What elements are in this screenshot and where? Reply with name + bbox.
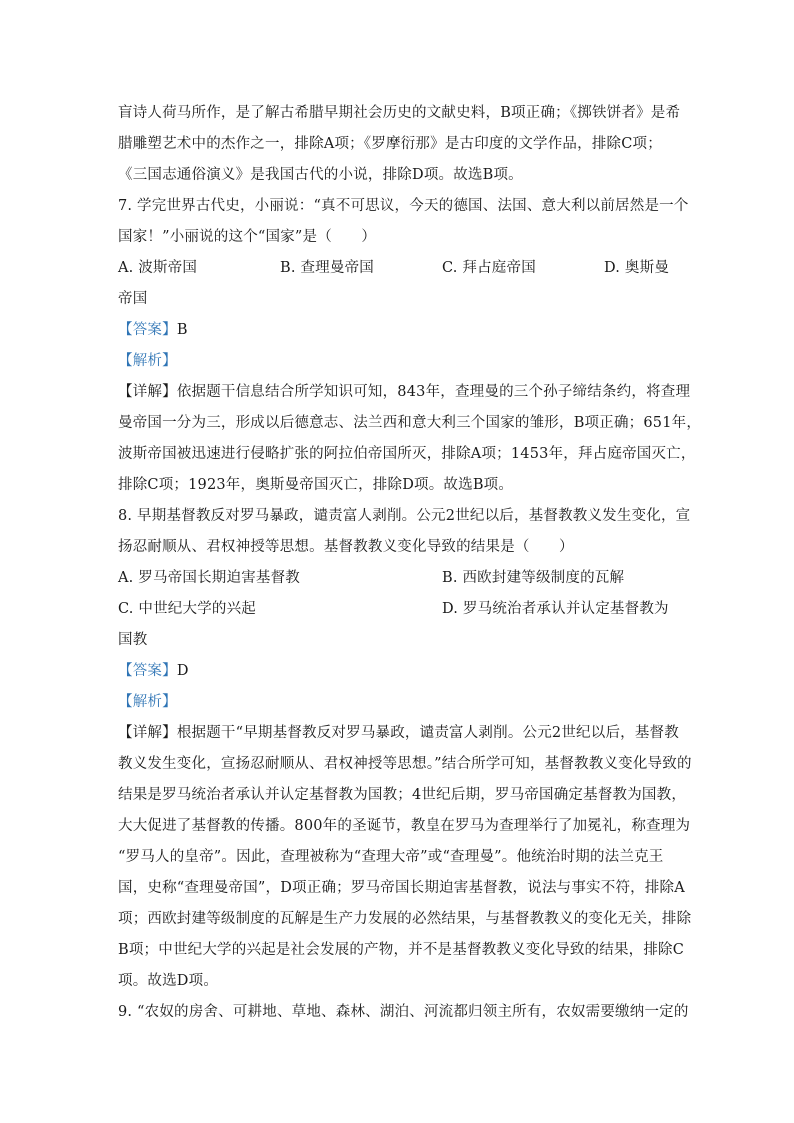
detail-label: 【详解】 (118, 725, 177, 741)
option-c: C. 中世纪大学的兴起 (118, 601, 256, 617)
detail-text: 依据题干信息结合所学知识可知，843年，查理曼的三个孙子缔结条约，将查理 (176, 384, 691, 400)
question-8-detail (118, 718, 678, 749)
option-a: A. 波斯帝国 (118, 260, 198, 276)
option-d: D. 奥斯曼 (604, 260, 670, 276)
detail-text: 根据题干“早期基督教反对罗马暴政，谴责富人剥削。公元2世纪以后，基督教 (176, 725, 679, 741)
document-content (118, 98, 702, 1028)
detail-text: 波斯帝国被迅速进行侵略扩张的阿拉伯帝国所灭，排除A项；1453年，拜占庭帝国灭亡， (118, 446, 696, 462)
answer-value: D (176, 663, 189, 679)
question-7-analysis (118, 346, 678, 377)
text-line: 盲诗人荷马所作，是了解古希腊早期社会历史的文献史料，B项正确；《掷铁饼者》是希 (118, 105, 681, 121)
option-b: B. 查理曼帝国 (280, 260, 374, 276)
question-7-stem: 7. 学完世界古代史，小丽说：“真不可思议，今天的德国、法国、意大利以前居然是一个 (118, 198, 689, 214)
detail-text: 大大促进了基督教的传播。800年的圣诞节，教皇在罗马为查理举行了加冕礼，称查理为 (118, 818, 691, 834)
question-8-answer (118, 656, 678, 687)
question-8-options-row-2 (118, 594, 678, 625)
option-b: B. 西欧封建等级制度的瓦解 (442, 570, 625, 586)
option-c: C. 拜占庭帝国 (442, 260, 536, 276)
question-9-stem: 9. “农奴的房舍、可耕地、草地、森林、湖泊、河流都归领主所有，农奴需要缴纳一定的 (118, 1004, 689, 1020)
text-line: 《三国志通俗演义》是我国古代的小说，排除D项。故选B项。 (118, 167, 523, 183)
option-d-wrap: 帝国 (118, 291, 148, 307)
analysis-label: 【解析】 (118, 694, 177, 710)
question-8-analysis (118, 687, 678, 718)
option-a: A. 罗马帝国长期迫害基督教 (118, 570, 300, 586)
detail-text: 国，史称“查理曼帝国”，D项正确；罗马帝国长期迫害基督教，说法与事实不符，排除A (118, 880, 685, 896)
detail-label: 【详解】 (118, 384, 177, 400)
option-d: D. 罗马统治者承认并认定基督教为 (442, 601, 669, 617)
answer-label: 【答案】 (118, 322, 177, 338)
detail-text: 排除C项；1923年，奥斯曼帝国灭亡，排除D项。故选B项。 (118, 477, 514, 493)
answer-label: 【答案】 (118, 663, 177, 679)
detail-text: 项。故选D项。 (118, 973, 219, 989)
detail-text: B项；中世纪大学的兴起是社会发展的产物，并不是基督教教义变化导致的结果，排除C (118, 942, 685, 958)
question-8-stem: 扬忍耐顺从、君权神授等思想。基督教教义变化导致的结果是（ ） (118, 539, 574, 555)
question-7-answer (118, 315, 678, 346)
option-d-wrap: 国教 (118, 632, 148, 648)
detail-text: 结果是罗马统治者承认并认定基督教为国教；4世纪后期，罗马帝国确定基督教为国教， (118, 787, 687, 803)
analysis-label: 【解析】 (118, 353, 177, 369)
question-7-stem: 国家！”小丽说的这个“国家”是（ ） (118, 229, 377, 245)
question-7-detail (118, 377, 691, 408)
text-line: 腊雕塑艺术中的杰作之一，排除A项；《罗摩衍那》是古印度的文学作品，排除C项； (118, 136, 662, 152)
question-8-stem: 8. 早期基督教反对罗马暴政，谴责富人剥削。公元2世纪以后，基督教教义发生变化，宣 (118, 508, 691, 524)
detail-text: 项；西欧封建等级制度的瓦解是生产力发展的必然结果，与基督教教义的变化无关，排除 (118, 911, 692, 927)
detail-text: 教义发生变化，宣扬忍耐顺从、君权神授等思想。”结合所学可知，基督教教义变化导致的 (118, 756, 692, 772)
question-7-options (118, 253, 678, 284)
answer-value: B (176, 322, 188, 338)
detail-text: 曼帝国一分为三，形成以后德意志、法兰西和意大利三个国家的雏形，B项正确；651年， (118, 415, 702, 431)
question-8-options-row-1 (118, 563, 678, 594)
detail-text: “罗马人的皇帝”。因此，查理被称为“查理大帝”或“查理曼”。他统治时期的法兰克王 (118, 849, 664, 865)
